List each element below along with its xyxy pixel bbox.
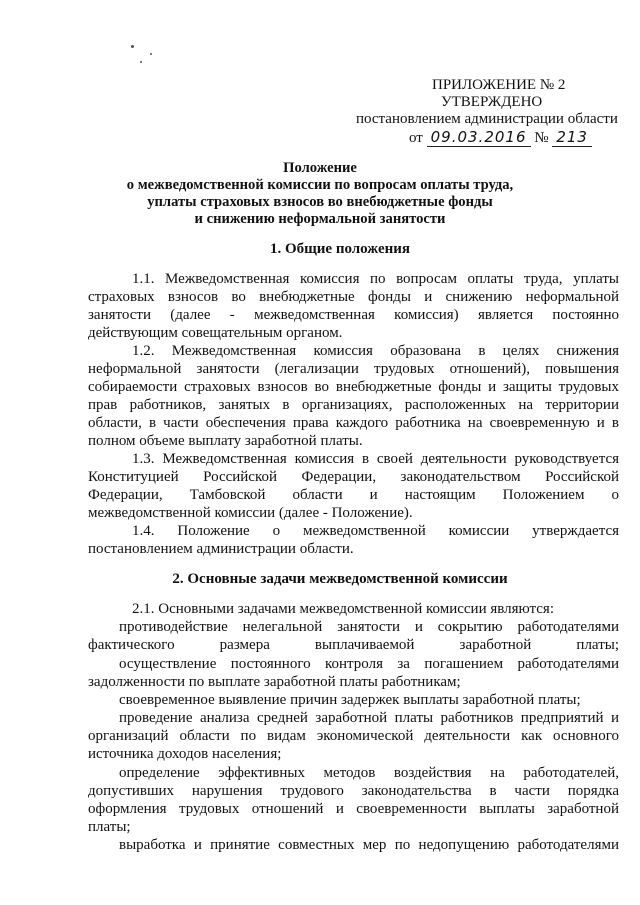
paragraph-line: области, в части обеспечения права каждого работника на своевременную и в bbox=[88, 415, 619, 431]
paragraph-line: допустивших нарушения трудового законодательства в части порядка bbox=[88, 783, 619, 799]
paragraph-line: 2.1. Основными задачами межведомственной комиссии являются: bbox=[132, 601, 554, 617]
scan-speck bbox=[150, 53, 152, 55]
approved-label: УТВЕРЖДЕНО bbox=[441, 94, 543, 110]
paragraph-line: противодействие нелегальной занятости и сокрытию работодателями bbox=[119, 619, 619, 635]
paragraph-line: своевременное выявление причин задержек выплаты заработной платы; bbox=[119, 692, 581, 708]
paragraph-line: проведение анализа средней заработной платы работников предприятий и bbox=[119, 710, 619, 726]
paragraph-line: 1.4. Положение о межведомственной комиссии утверждается bbox=[132, 523, 619, 539]
number-prefix: № bbox=[534, 130, 549, 146]
scan-speck bbox=[140, 61, 142, 63]
date-prefix: от bbox=[409, 130, 423, 146]
scan-speck bbox=[131, 45, 134, 48]
paragraph-line: постановлением администрации области. bbox=[88, 541, 354, 557]
paragraph-line: межведомственной комиссии (далее - Положение). bbox=[88, 505, 413, 521]
handwritten-number: 213 bbox=[552, 128, 592, 147]
document-subtitle-line: уплаты страховых взносов во внебюджетные фонды bbox=[147, 194, 493, 210]
paragraph-line: полном объеме выплату заработной платы. bbox=[88, 433, 363, 449]
approval-date-line bbox=[409, 128, 592, 147]
paragraph-line: задолженности по выплате заработной платы работникам; bbox=[88, 674, 461, 690]
paragraph-line: прав работников, занятых в организациях, расположенных на территории bbox=[88, 397, 619, 413]
paragraph-line: организаций области по видам экономической деятельности как основного bbox=[88, 728, 619, 744]
section-1-heading: 1. Общие положения bbox=[269, 241, 411, 257]
paragraph-line: Федерации, Тамбовской области и настоящим Положением о bbox=[88, 487, 619, 503]
paragraph-line: действующим совещательным органом. bbox=[88, 325, 343, 341]
handwritten-date: 09.03.2016 bbox=[427, 128, 531, 147]
document-subtitle-line: и снижению неформальной занятости bbox=[194, 211, 446, 227]
paragraph-line: фактического размера выплачиваемой заработной платы; bbox=[88, 637, 619, 653]
paragraph-line: 1.1. Межведомственная комиссия по вопросам оплаты труда, уплаты bbox=[132, 271, 619, 287]
paragraph-line: платы; bbox=[88, 819, 131, 835]
paragraph-line: 1.2. Межведомственная комиссия образована в целях снижения bbox=[132, 343, 619, 359]
paragraph-line: определение эффективных методов воздействия на работодателей, bbox=[119, 765, 619, 781]
paragraph-line: 1.3. Межведомственная комиссия в своей деятельности руководствуется bbox=[132, 451, 619, 467]
document-subtitle-line: о межведомственной комиссии по вопросам оплаты труда, bbox=[126, 177, 514, 193]
document-title: Положение bbox=[283, 160, 357, 176]
appendix-label: ПРИЛОЖЕНИЕ № 2 bbox=[432, 77, 566, 93]
approved-by: постановлением администрации области bbox=[356, 111, 618, 127]
paragraph-line: Конституцией Российской Федерации, законодательством Российской bbox=[88, 469, 619, 485]
paragraph-line: собираемости страховых взносов во внебюджетные фонды и защиты трудовых bbox=[88, 379, 619, 395]
paragraph-line: занятости (далее - межведомственная комиссия) является постоянно bbox=[88, 307, 619, 323]
paragraph-line: выработка и принятие совместных мер по недопущению работодателями bbox=[119, 837, 619, 853]
paragraph-line: страховых взносов во внебюджетные фонды и снижению неформальной bbox=[88, 289, 619, 305]
paragraph-line: неформальной занятости (легализации трудовых отношений), повышения bbox=[88, 361, 619, 377]
paragraph-line: источника доходов населения; bbox=[88, 746, 282, 762]
paragraph-line: осуществление постоянного контроля за погашением работодателями bbox=[119, 656, 619, 672]
section-2-heading: 2. Основные задачи межведомственной комиссии bbox=[172, 571, 508, 587]
paragraph-line: оформления трудовых отношений и своевременности выплаты заработной bbox=[88, 801, 619, 817]
